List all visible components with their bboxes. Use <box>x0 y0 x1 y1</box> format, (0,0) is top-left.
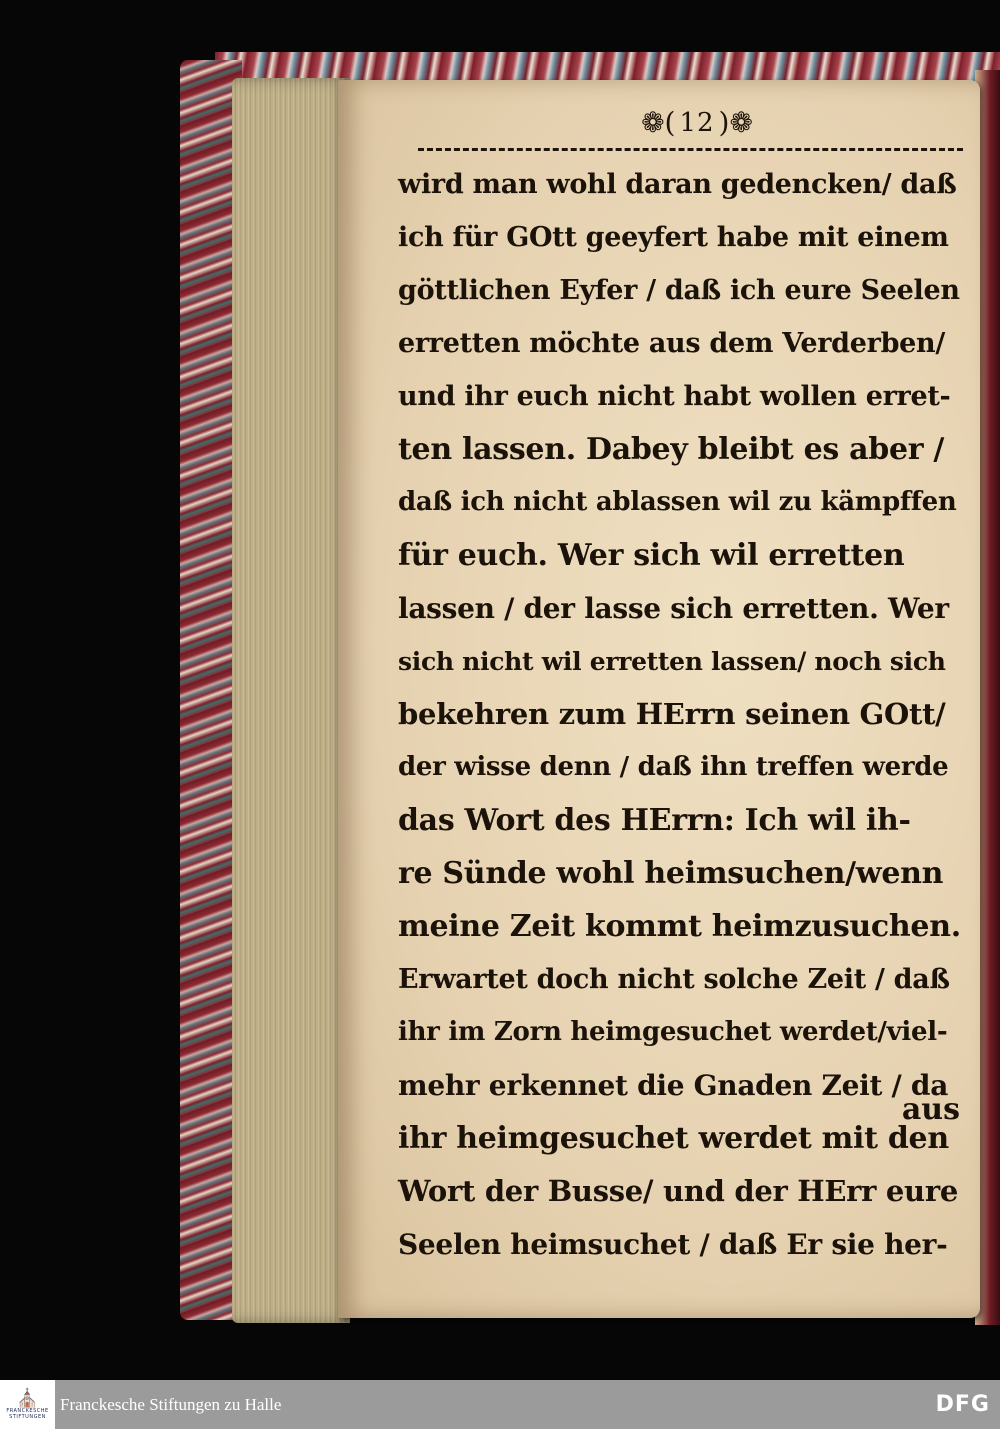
text-line: der wisse denn / daß ihn treffen werde <box>398 752 949 782</box>
text-line: und ihr euch nicht habt wollen erret- <box>398 381 951 412</box>
header-rule <box>418 148 963 151</box>
text-line: re Sünde wohl heimsuchen/wenn <box>398 856 944 891</box>
page-number: 12 <box>679 108 715 138</box>
text-line: ihr heimgesuchet werdet mit den <box>398 1121 949 1156</box>
text-line: göttlichen Eyfer / daß ich eure Seelen <box>398 275 960 306</box>
ornament-left-icon: ❁( <box>641 106 676 139</box>
logo-text: FRANCKESCHE STIFTUNGEN <box>6 1407 49 1420</box>
text-line: erretten möchte aus dem Verderben/ <box>398 328 945 359</box>
text-line: wird man wohl daran gedencken/ daß <box>398 169 957 200</box>
dfg-logo[interactable]: DFG <box>935 1392 990 1417</box>
institution-logo[interactable] <box>0 1380 55 1429</box>
text-line: Wort der Busse/ und der HErr eure <box>398 1174 958 1208</box>
text-line: sich nicht wil erretten lassen/ noch sich <box>398 647 946 676</box>
text-line: Seelen heimsuchet / daß Er sie her- <box>398 1228 948 1261</box>
text-line: ten lassen. Dabey bleibt es aber / <box>398 432 945 467</box>
building-icon: ⛪ <box>16 1387 39 1409</box>
ornament-right-icon: )❁ <box>718 106 753 139</box>
text-line: für euch. Wer sich wil erretten <box>398 538 905 573</box>
text-line: daß ich nicht ablassen wil zu kämpffen <box>398 487 957 517</box>
text-line: das Wort des HErrn: Ich wil ih- <box>398 803 911 838</box>
institution-name[interactable]: Franckesche Stiftungen zu Halle <box>60 1395 282 1414</box>
text-line: bekehren zum HErrn seinen GOtt/ <box>398 697 946 731</box>
text-line: ihr im Zorn heimgesuchet werdet/viel- <box>398 1017 948 1047</box>
page-edges <box>232 78 350 1323</box>
text-line: ich für GOtt geeyfert habe mit einem <box>398 222 949 253</box>
text-line: mehr erkennet die Gnaden Zeit / da <box>398 1069 949 1102</box>
footer-bar <box>0 1380 1000 1429</box>
text-line: lassen / der lasse sich erretten. Wer <box>398 592 949 625</box>
catchword: aus <box>901 1092 960 1127</box>
text-line: meine Zeit kommt heimzusuchen. <box>398 909 961 944</box>
text-line: Erwartet doch nicht solche Zeit / daß <box>398 964 950 995</box>
page-header <box>612 104 782 142</box>
